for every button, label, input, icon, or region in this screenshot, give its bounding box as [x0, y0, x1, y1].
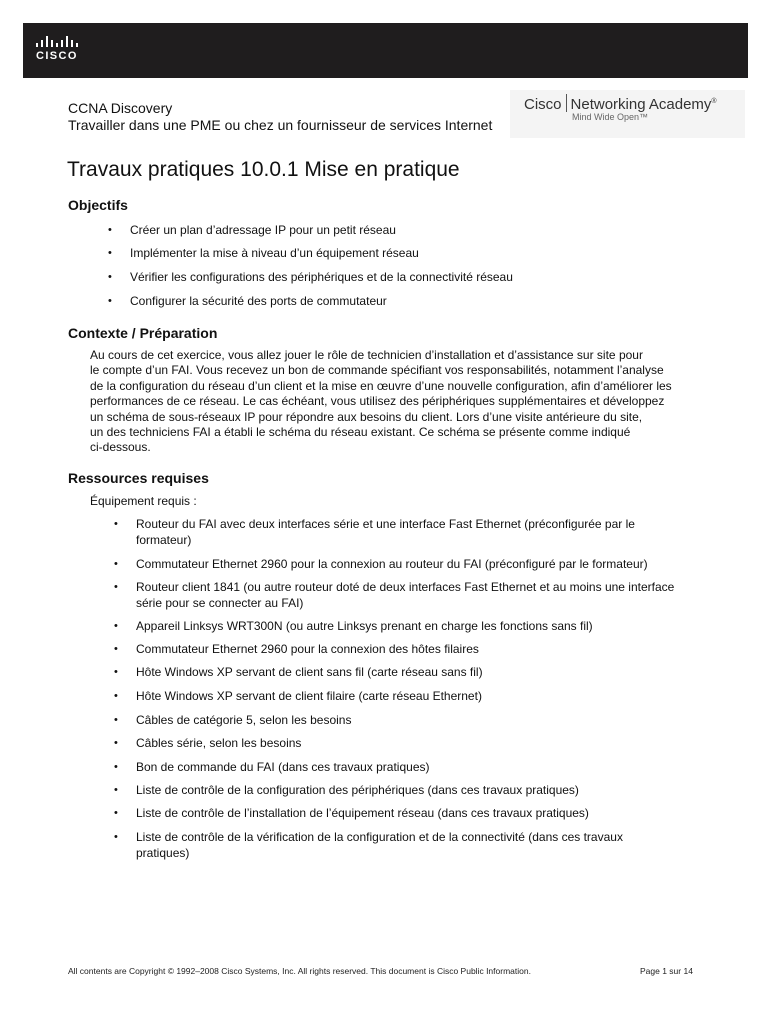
list-item: • Câbles de catégorie 5, selon les besoins — [114, 713, 352, 727]
academy-networking: Networking Academy — [570, 96, 712, 113]
academy-tagline: Mind Wide Open™ — [572, 112, 649, 122]
cisco-bars-icon — [36, 36, 96, 47]
academy-cisco: Cisco — [524, 96, 562, 113]
contexte-paragraph: Au cours de cet exercice, vous allez jouer le rôle de technicien d’installation et d’assistance sur site pour le compte d’un FAI. Vous recevez un bon de commande spécifiant vos responsabilités, notamment l’analyse de la configuration du réseau d’un client et la mise en œuvre d’une nouvelle configuration, afin d’améliorer les performances de ce réseau. Le cas échéant, vous utilisez des périphériques supplémentaires et développez un schéma de sous-réseaux IP pour répondre aux besoins du client. Lors d’une visite antérieure du site, un des techniciens FAI a établi le schéma du réseau existant. Ce schéma se présente comme indiqué ci-dessous. — [90, 348, 672, 455]
objectifs-heading: Objectifs — [68, 197, 128, 213]
ressources-heading: Ressources requises — [68, 470, 209, 486]
course-subtitle: Travailler dans une PME ou chez un fournisseur de services Internet — [68, 117, 493, 133]
cisco-wordmark: CISCO — [36, 50, 78, 62]
academy-name — [524, 94, 717, 113]
footer-page-number: Page 1 sur 14 — [640, 966, 693, 976]
list-item: • Liste de contrôle de l’installation de l’équipement réseau (dans ces travaux pratiques) — [114, 806, 589, 820]
equipment-intro: Équipement requis : — [90, 494, 197, 508]
cisco-header-bar — [23, 23, 748, 78]
networking-academy-logo — [510, 90, 745, 138]
list-item: • Commutateur Ethernet 2960 pour la connexion des hôtes filaires — [114, 642, 479, 656]
contexte-heading: Contexte / Préparation — [68, 325, 218, 341]
list-item: • Câbles série, selon les besoins — [114, 736, 302, 750]
list-item: • Bon de commande du FAI (dans ces travaux pratiques) — [114, 760, 430, 774]
list-item: • Vérifier les configurations des périphériques et de la connectivité réseau — [108, 270, 513, 284]
list-item: • Hôte Windows XP servant de client sans fil (carte réseau sans fil) — [114, 665, 483, 679]
list-item: • Implémenter la mise à niveau d’un équipement réseau — [108, 246, 419, 260]
list-item: • Hôte Windows XP servant de client filaire (carte réseau Ethernet) — [114, 689, 482, 703]
list-item: • Commutateur Ethernet 2960 pour la connexion au routeur du FAI (préconfiguré par le formateur) — [114, 557, 648, 571]
course-name: CCNA Discovery — [68, 100, 173, 116]
list-item: • Liste de contrôle de la vérification de la configuration et de la connectivité (dans ces travaux pratiques) — [114, 830, 623, 860]
page-title: Travaux pratiques 10.0.1 Mise en pratique — [67, 158, 460, 181]
list-item: • Appareil Linksys WRT300N (ou autre Linksys prenant en charge les fonctions sans fil) — [114, 619, 593, 633]
academy-registered-mark: ® — [711, 98, 717, 105]
cisco-logo — [36, 36, 96, 68]
list-item: • Liste de contrôle de la configuration des périphériques (dans ces travaux pratiques) — [114, 783, 579, 797]
footer-copyright: All contents are Copyright © 1992–2008 Cisco Systems, Inc. All rights reserved. This document is Cisco Public Information. — [68, 966, 531, 976]
list-item: • Configurer la sécurité des ports de commutateur — [108, 294, 387, 308]
course-heading — [68, 100, 492, 134]
list-item: • Routeur du FAI avec deux interfaces série et une interface Fast Ethernet (préconfigurée par le formateur) — [114, 517, 635, 547]
list-item: • Créer un plan d’adressage IP pour un petit réseau — [108, 223, 396, 237]
list-item: • Routeur client 1841 (ou autre routeur doté de deux interfaces Fast Ethernet et au moins une interface série pour se connecter au FAI) — [114, 580, 675, 610]
